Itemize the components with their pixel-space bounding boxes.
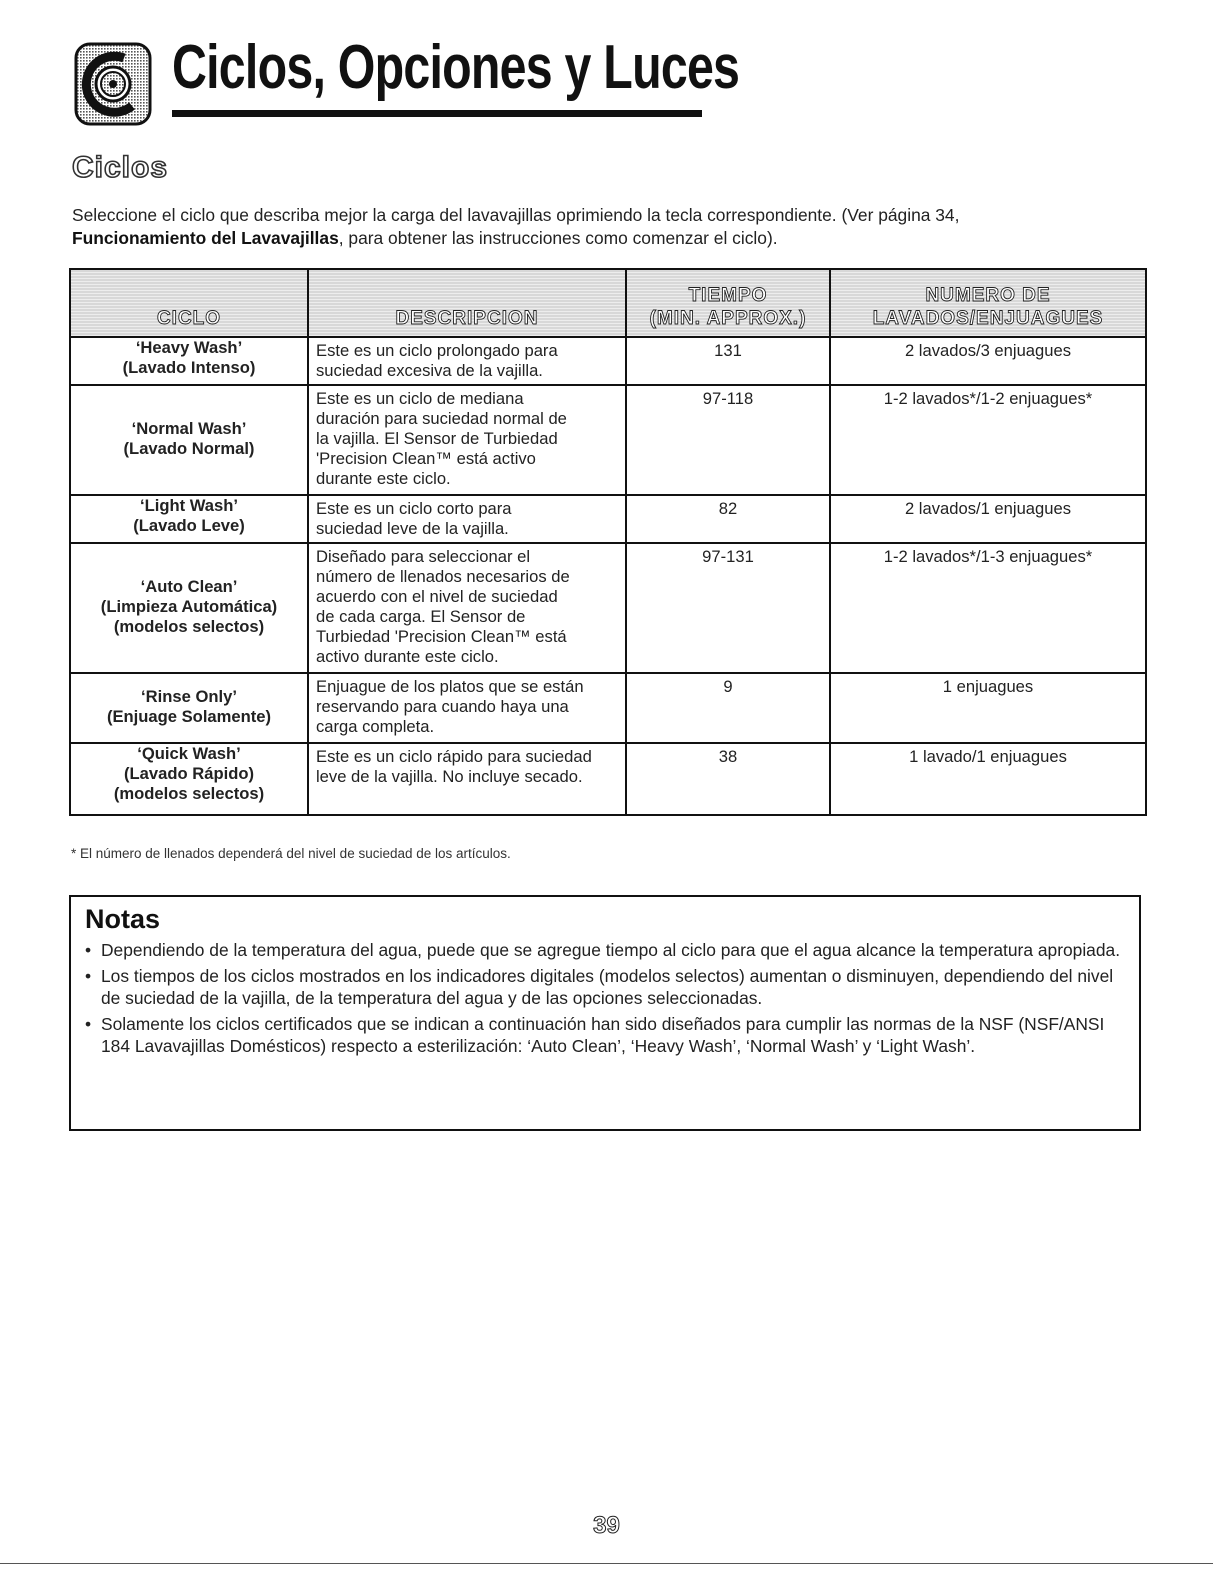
section-title: Ciclos (72, 151, 169, 184)
cycle-name-line: ‘Normal Wash’ (131, 418, 247, 438)
cycle-name-line: (Limpieza Automática) (100, 596, 278, 616)
notes-title: Notas (85, 904, 161, 934)
note-item (85, 939, 1121, 961)
cycle-name-line: (modelos selectos) (113, 784, 265, 803)
cycle-washes-cell: 1 lavado/1 enjuagues (830, 743, 1146, 815)
cycle-time-cell: 131 (626, 337, 830, 385)
cycle-name-cell (70, 743, 308, 815)
cycle-name-line: (Lavado Intenso) (122, 358, 256, 377)
cycle-name-line: (modelos selectos) (113, 616, 265, 636)
footnote: * El número de llenados dependerá del nivel de suciedad de los artículos. (71, 846, 511, 861)
note-item (85, 965, 1121, 1009)
table-row (70, 385, 1146, 495)
cycle-name-line: ‘Heavy Wash’ (135, 338, 243, 357)
cycle-washes-cell: 2 lavados/1 enjuagues (830, 495, 1146, 543)
cycle-description-line: Turbiedad 'Precision Clean™ está (316, 627, 567, 646)
cycle-description-line: Este es un ciclo prolongado para (316, 341, 558, 360)
table-row (70, 495, 1146, 543)
cycle-description-line: 'Precision Clean™ está activo (316, 449, 536, 468)
cycle-time-cell: 82 (626, 495, 830, 543)
cycle-description-cell (308, 673, 626, 743)
note-text: Dependiendo de la temperatura del agua, puede que se agregue tiempo al ciclo para que el agua alcance la temperatura apropiada. (101, 940, 1121, 960)
cycle-description-cell (308, 385, 626, 495)
cycle-description-line: Diseñado para seleccionar el (316, 547, 531, 566)
intro-bold-reference: Funcionamiento del Lavavajillas (72, 228, 339, 248)
bullet-icon: • (85, 940, 92, 960)
table-row (70, 543, 1146, 673)
cycles-table-body (70, 337, 1146, 815)
notes-box (69, 895, 1141, 1131)
cycle-name-line: (Enjuage Solamente) (106, 706, 272, 726)
cycle-washes-cell: 1-2 lavados*/1-2 enjuagues* (830, 385, 1146, 495)
cycle-name-line: (Lavado Rápido) (124, 764, 254, 783)
cycle-name-line: ‘Auto Clean’ (140, 576, 238, 596)
cycle-washes-cell: 1-2 lavados*/1-3 enjuagues* (830, 543, 1146, 673)
cycle-description-line: leve de la vajilla. No incluye secado. (316, 767, 583, 786)
cycle-description-line: Este es un ciclo rápido para suciedad (316, 747, 592, 766)
cycle-name-cell (70, 495, 308, 543)
cycle-description-line: suciedad leve de la vajilla. (316, 519, 509, 538)
cycle-description-line: número de llenados necesarios de (316, 567, 570, 586)
header-time: TIEMPO (MIN. APPROX.) (626, 269, 830, 337)
note-item (85, 1013, 1121, 1057)
cycle-washes-cell: 1 enjuagues (830, 673, 1146, 743)
cycle-description-cell (308, 495, 626, 543)
cycle-description-line: Enjuague de los platos que se están (316, 677, 584, 696)
cycle-description-line: reservando para cuando haya una (316, 697, 569, 716)
cycle-description-line: Este es un ciclo corto para (316, 499, 512, 518)
cycle-name-line: ‘Quick Wash’ (137, 744, 241, 763)
cycle-name-cell (70, 385, 308, 495)
bullet-icon: • (85, 966, 92, 986)
header-washes: NUMERO DE LAVADOS/ENJUAGUES (830, 269, 1146, 337)
table-row (70, 743, 1146, 815)
header-description: DESCRIPCION (308, 269, 626, 337)
cycle-name-line: ‘Rinse Only’ (141, 686, 237, 706)
cycle-description-cell (308, 743, 626, 815)
note-text: Los tiempos de los ciclos mostrados en los indicadores digitales (modelos selectos) aumentan o disminuyen, dependiendo del nivel de suciedad de la vajilla, de la temperatura del agua y de las opciones seleccionadas. (101, 966, 1114, 1008)
cycle-name-cell (70, 543, 308, 673)
intro-text-before: Seleccione el ciclo que describa mejor la carga del lavavajillas oprimiendo la tecla correspondiente. (Ver página 34, (72, 205, 960, 225)
cycle-description-line: carga completa. (316, 717, 435, 736)
note-text: Solamente los ciclos certificados que se indican a continuación han sido diseñados para cumplir las normas de la NSF (NSF/ANSI 184 Lavavajillas Domésticos) respecto a esterilización: ‘Auto Clean’, ‘Heavy Wash’, ‘Normal Wash’ y ‘Light Wash’. (101, 1014, 1105, 1056)
cycle-description-line: durante este ciclo. (316, 469, 451, 488)
intro-paragraph (72, 204, 1152, 250)
cycle-description-cell (308, 543, 626, 673)
dishwasher-dial-icon (74, 42, 152, 126)
cycle-description-cell (308, 337, 626, 385)
bottom-rule (0, 1563, 1213, 1564)
cycle-name-line: (Lavado Normal) (123, 438, 255, 458)
bullet-icon: • (85, 1014, 92, 1034)
cycle-time-cell: 97-118 (626, 385, 830, 495)
table-header-row (70, 269, 1146, 337)
cycle-time-cell: 38 (626, 743, 830, 815)
cycle-description-line: activo durante este ciclo. (316, 647, 499, 666)
header-cycle: CICLO (70, 269, 308, 337)
cycle-name-cell (70, 337, 308, 385)
cycle-description-line: acuerdo con el nivel de suciedad (316, 587, 558, 606)
table-row (70, 337, 1146, 385)
cycle-time-cell: 97-131 (626, 543, 830, 673)
cycles-table (69, 268, 1147, 816)
cycle-description-line: de cada carga. El Sensor de (316, 607, 526, 626)
cycle-washes-cell: 2 lavados/3 enjuagues (830, 337, 1146, 385)
cycle-name-line: (Lavado Leve) (133, 516, 245, 535)
cycle-description-line: duración para suciedad normal de (316, 409, 567, 428)
cycle-time-cell: 9 (626, 673, 830, 743)
page-number: 39 (593, 1512, 620, 1539)
cycle-description-line: Este es un ciclo de mediana (316, 389, 524, 408)
title-underline (172, 110, 702, 117)
page-title: Ciclos, Opciones y Luces (172, 33, 740, 102)
table-row (70, 673, 1146, 743)
cycle-description-line: la vajilla. El Sensor de Turbiedad (316, 429, 558, 448)
intro-text-after: , para obtener las instrucciones como comenzar el ciclo). (338, 228, 778, 248)
cycle-name-cell (70, 673, 308, 743)
notes-list (85, 939, 1121, 1057)
cycle-description-line: suciedad excesiva de la vajilla. (316, 361, 543, 380)
cycle-name-line: ‘Light Wash’ (139, 496, 238, 515)
